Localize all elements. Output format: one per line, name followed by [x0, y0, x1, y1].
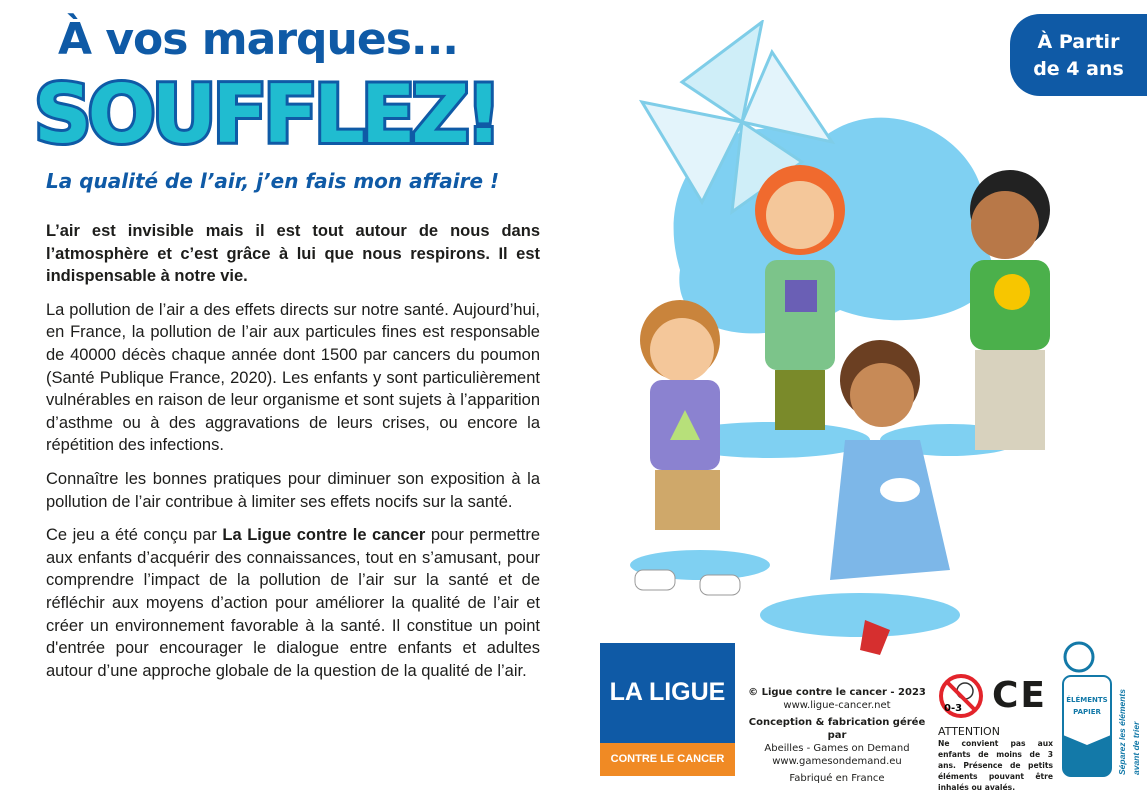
title-logo: SOUFFLEZ! [34, 68, 498, 161]
age-line: de 4 ans [1033, 58, 1124, 80]
logo-name: LA LIGUE [600, 643, 735, 743]
made-in: Fabriqué en France [789, 773, 885, 784]
title-line1: À vos marques... [58, 14, 459, 65]
text: Ce jeu a été conçu par [46, 526, 223, 545]
copyright: © Ligue contre le cancer - 2023 [748, 687, 926, 698]
triman-side-text: Séparez les éléments [1117, 689, 1127, 775]
credits [742, 686, 932, 789]
triman-recycling-icon [1062, 640, 1146, 780]
ce-mark: CE [992, 675, 1048, 716]
tagline: La qualité de l’air, j’en fais mon affaire ! [46, 169, 500, 193]
paragraph: La pollution de l’air a des effets directs sur notre santé. Aujourd’hui, en France, la pollution de l’air aux particules fines est responsable de 40000 décès chaque année dont 1500 par cancers du poumon (Santé Publique France, 2020). Les enfants y sont particulièrement vulnérables en raison de leur organisme et sont sujets à l’apparition d’asthme ou à des aggravations de leurs crises, ou encore la répétition des infections. [46, 300, 540, 455]
maker-site: www.gamesondemand.eu [772, 756, 902, 767]
boy-right [970, 170, 1050, 450]
warning-title: ATTENTION [938, 725, 1000, 738]
site-link: www.ligue-cancer.net [783, 700, 891, 711]
maker: Abeilles - Games on Demand [764, 743, 910, 754]
warning-text: Ne convient pas aux enfants de moins de 3 ans. Présence de petits éléments pouvant être inhalés ou avalés. [938, 739, 1053, 792]
organization-name: La Ligue contre le cancer [222, 526, 426, 545]
age-label: 0-3 [944, 703, 963, 714]
paragraph [46, 524, 540, 682]
safety-warning [938, 673, 1053, 793]
triman-label: ÉLÉMENTS [1066, 696, 1108, 704]
body-text [46, 220, 540, 693]
children-illustration [590, 20, 1050, 660]
triman-side-text: avant de trier [1131, 721, 1141, 775]
no-under-3-icon [938, 673, 984, 719]
logo-subtitle: CONTRE LE CANCER [600, 743, 735, 776]
paragraph: Connaître les bonnes pratiques pour diminuer son exposition à la pollution de l’air contribue à limiter ses effets nocifs sur la santé. [46, 469, 540, 511]
conception-label: Conception & fabrication gérée par [748, 717, 926, 741]
triman-label: PAPIER [1073, 708, 1101, 716]
age-line: À Partir [1037, 31, 1120, 53]
paragraph: L’air est invisible mais il est tout autour de nous dans l’atmosphère et c’est grâce à lui que nous respirons. Il est indispensable à notre vie. [46, 222, 540, 286]
la-ligue-logo [600, 643, 735, 776]
girl-redhead [755, 165, 845, 430]
text: pour permettre aux enfants d’acquérir des connaissances, tout en s’amusant, pour comprendre l’impact de la pollution de l’air sur la santé et de réfléchir aux moyens d’action pour améliorer la qualité de l’air et créer un environnement favorable à la santé. Il constitue un point d'entrée pour encourager le dialogue entre enfants et adultes autour d’une approche globale de la question de la qualité de l’air. [46, 526, 540, 680]
